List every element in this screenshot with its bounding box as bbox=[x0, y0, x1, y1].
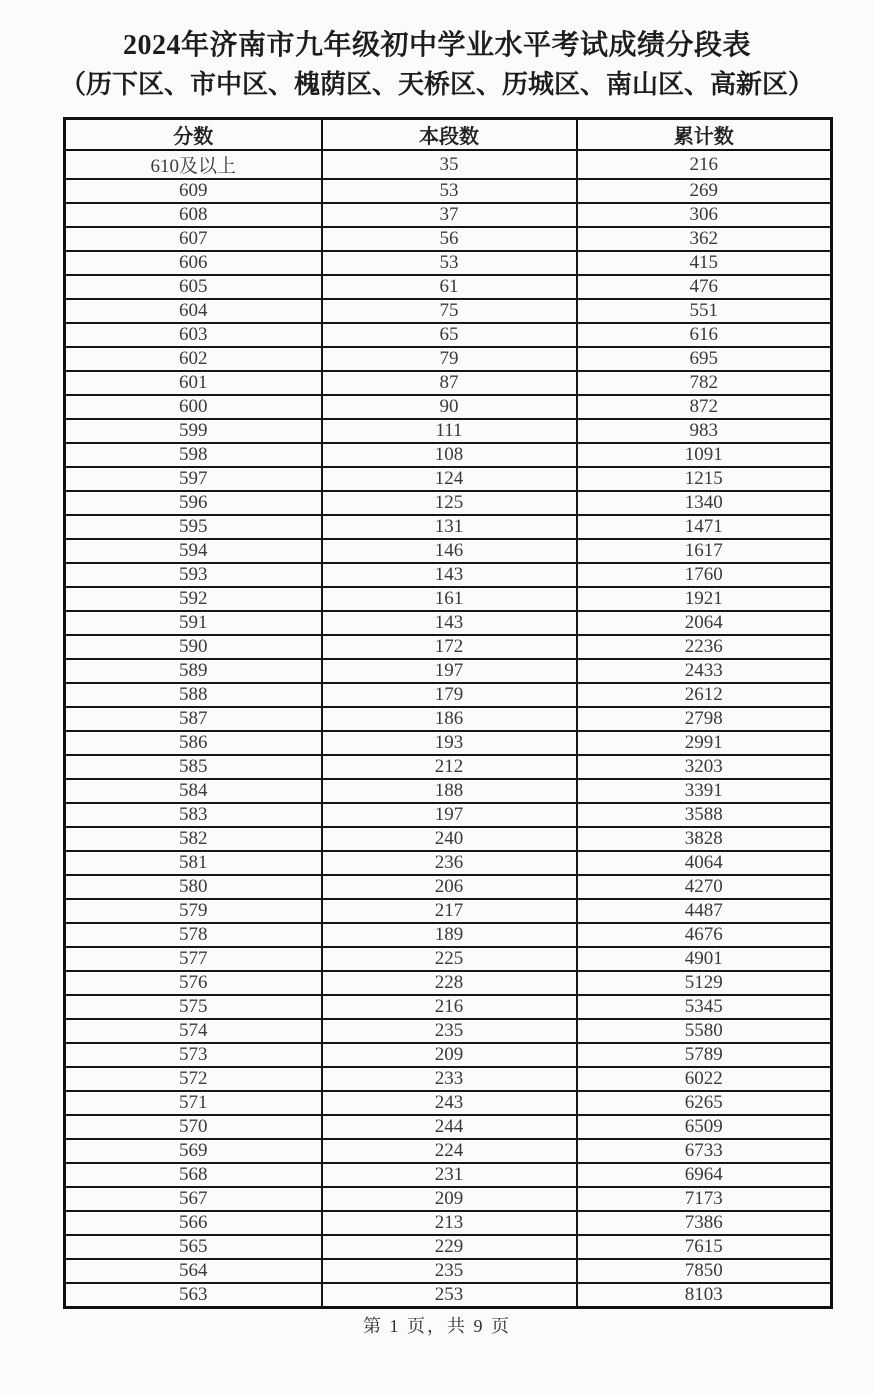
table-row bbox=[65, 275, 832, 299]
cumulative-count-cell: 4901 bbox=[577, 947, 832, 971]
segment-count-cell: 56 bbox=[322, 227, 577, 251]
table-row bbox=[65, 1211, 832, 1235]
table-row bbox=[65, 1163, 832, 1187]
score-cell: 584 bbox=[65, 779, 322, 803]
table-row bbox=[65, 683, 832, 707]
score-cell: 570 bbox=[65, 1115, 322, 1139]
cumulative-count-cell: 6733 bbox=[577, 1139, 832, 1163]
table-row bbox=[65, 875, 832, 899]
score-cell: 609 bbox=[65, 179, 322, 203]
score-cell: 592 bbox=[65, 587, 322, 611]
cumulative-count-cell: 872 bbox=[577, 395, 832, 419]
score-cell: 571 bbox=[65, 1091, 322, 1115]
segment-count-cell: 79 bbox=[322, 347, 577, 371]
score-cell: 567 bbox=[65, 1187, 322, 1211]
cumulative-count-cell: 2798 bbox=[577, 707, 832, 731]
table-row bbox=[65, 755, 832, 779]
table-row bbox=[65, 707, 832, 731]
score-cell: 608 bbox=[65, 203, 322, 227]
cumulative-count-cell: 269 bbox=[577, 179, 832, 203]
segment-count-cell: 197 bbox=[322, 803, 577, 827]
score-cell: 600 bbox=[65, 395, 322, 419]
cumulative-count-cell: 551 bbox=[577, 299, 832, 323]
segment-count-cell: 111 bbox=[322, 419, 577, 443]
segment-count-cell: 65 bbox=[322, 323, 577, 347]
cumulative-count-cell: 362 bbox=[577, 227, 832, 251]
table-row bbox=[65, 179, 832, 203]
score-cell: 589 bbox=[65, 659, 322, 683]
score-cell: 587 bbox=[65, 707, 322, 731]
segment-count-cell: 217 bbox=[322, 899, 577, 923]
table-row bbox=[65, 659, 832, 683]
cumulative-count-cell: 6509 bbox=[577, 1115, 832, 1139]
cumulative-count-cell: 1760 bbox=[577, 563, 832, 587]
segment-count-cell: 146 bbox=[322, 539, 577, 563]
segment-count-cell: 193 bbox=[322, 731, 577, 755]
table-row bbox=[65, 1019, 832, 1043]
segment-count-cell: 209 bbox=[322, 1187, 577, 1211]
table-row bbox=[65, 1115, 832, 1139]
cumulative-count-cell: 6022 bbox=[577, 1067, 832, 1091]
cumulative-count-cell: 7850 bbox=[577, 1259, 832, 1283]
table-row bbox=[65, 923, 832, 947]
segment-count-cell: 228 bbox=[322, 971, 577, 995]
table-header-row bbox=[65, 119, 832, 151]
table-row bbox=[65, 851, 832, 875]
cumulative-count-cell: 1091 bbox=[577, 443, 832, 467]
segment-count-cell: 231 bbox=[322, 1163, 577, 1187]
cumulative-count-cell: 616 bbox=[577, 323, 832, 347]
segment-count-cell: 179 bbox=[322, 683, 577, 707]
score-cell: 580 bbox=[65, 875, 322, 899]
cumulative-count-cell: 5580 bbox=[577, 1019, 832, 1043]
segment-count-cell: 206 bbox=[322, 875, 577, 899]
cumulative-count-cell: 216 bbox=[577, 150, 832, 179]
cumulative-count-cell: 695 bbox=[577, 347, 832, 371]
segment-count-cell: 209 bbox=[322, 1043, 577, 1067]
cumulative-count-cell: 5345 bbox=[577, 995, 832, 1019]
segment-count-cell: 61 bbox=[322, 275, 577, 299]
page-title: 2024年济南市九年级初中学业水平考试成绩分段表 bbox=[122, 30, 751, 61]
score-cell: 566 bbox=[65, 1211, 322, 1235]
score-cell: 602 bbox=[65, 347, 322, 371]
table-row bbox=[65, 515, 832, 539]
cumulative-count-cell: 2236 bbox=[577, 635, 832, 659]
table-row bbox=[65, 443, 832, 467]
page-subtitle-districts: （历下区、市中区、槐荫区、天桥区、历城区、南山区、高新区） bbox=[59, 70, 814, 99]
cumulative-count-cell: 1921 bbox=[577, 587, 832, 611]
score-cell: 601 bbox=[65, 371, 322, 395]
segment-count-cell: 75 bbox=[322, 299, 577, 323]
table-row bbox=[65, 1187, 832, 1211]
cumulative-count-cell: 1340 bbox=[577, 491, 832, 515]
score-cell: 605 bbox=[65, 275, 322, 299]
cumulative-count-cell: 4676 bbox=[577, 923, 832, 947]
score-cell: 569 bbox=[65, 1139, 322, 1163]
cumulative-count-cell: 5789 bbox=[577, 1043, 832, 1067]
segment-count-cell: 35 bbox=[322, 150, 577, 179]
segment-count-cell: 125 bbox=[322, 491, 577, 515]
segment-count-cell: 229 bbox=[322, 1235, 577, 1259]
cumulative-count-cell: 1215 bbox=[577, 467, 832, 491]
segment-count-cell: 216 bbox=[322, 995, 577, 1019]
segment-count-cell: 225 bbox=[322, 947, 577, 971]
cumulative-count-cell: 4270 bbox=[577, 875, 832, 899]
score-cell: 596 bbox=[65, 491, 322, 515]
table-row bbox=[65, 323, 832, 347]
segment-count-cell: 197 bbox=[322, 659, 577, 683]
table-row bbox=[65, 731, 832, 755]
cumulative-count-cell: 476 bbox=[577, 275, 832, 299]
score-distribution-table bbox=[63, 117, 833, 1309]
cumulative-count-cell: 2612 bbox=[577, 683, 832, 707]
column-header-score: 分数 bbox=[65, 119, 322, 151]
score-cell: 593 bbox=[65, 563, 322, 587]
score-cell: 564 bbox=[65, 1259, 322, 1283]
cumulative-count-cell: 782 bbox=[577, 371, 832, 395]
segment-count-cell: 233 bbox=[322, 1067, 577, 1091]
table-row bbox=[65, 1139, 832, 1163]
score-cell: 565 bbox=[65, 1235, 322, 1259]
score-cell: 603 bbox=[65, 323, 322, 347]
segment-count-cell: 37 bbox=[322, 203, 577, 227]
table-row bbox=[65, 491, 832, 515]
score-cell: 577 bbox=[65, 947, 322, 971]
segment-count-cell: 108 bbox=[322, 443, 577, 467]
table-row bbox=[65, 563, 832, 587]
page-number-footer: 第 1 页，共 9 页 bbox=[363, 1316, 511, 1336]
score-cell: 579 bbox=[65, 899, 322, 923]
table-row bbox=[65, 1067, 832, 1091]
score-cell: 595 bbox=[65, 515, 322, 539]
table-row bbox=[65, 587, 832, 611]
segment-count-cell: 53 bbox=[322, 179, 577, 203]
score-cell: 583 bbox=[65, 803, 322, 827]
table-row bbox=[65, 1043, 832, 1067]
table-row bbox=[65, 299, 832, 323]
segment-count-cell: 124 bbox=[322, 467, 577, 491]
segment-count-cell: 87 bbox=[322, 371, 577, 395]
segment-count-cell: 161 bbox=[322, 587, 577, 611]
table-row bbox=[65, 1091, 832, 1115]
segment-count-cell: 212 bbox=[322, 755, 577, 779]
score-cell: 606 bbox=[65, 251, 322, 275]
table-row bbox=[65, 150, 832, 179]
segment-count-cell: 90 bbox=[322, 395, 577, 419]
cumulative-count-cell: 7386 bbox=[577, 1211, 832, 1235]
score-cell: 573 bbox=[65, 1043, 322, 1067]
score-cell: 590 bbox=[65, 635, 322, 659]
cumulative-count-cell: 3391 bbox=[577, 779, 832, 803]
cumulative-count-cell: 4487 bbox=[577, 899, 832, 923]
cumulative-count-cell: 7173 bbox=[577, 1187, 832, 1211]
table-row bbox=[65, 203, 832, 227]
score-cell: 599 bbox=[65, 419, 322, 443]
table-row bbox=[65, 1283, 832, 1308]
cumulative-count-cell: 8103 bbox=[577, 1283, 832, 1308]
segment-count-cell: 224 bbox=[322, 1139, 577, 1163]
cumulative-count-cell: 2433 bbox=[577, 659, 832, 683]
score-cell: 576 bbox=[65, 971, 322, 995]
table-row bbox=[65, 371, 832, 395]
segment-count-cell: 240 bbox=[322, 827, 577, 851]
table-row bbox=[65, 971, 832, 995]
cumulative-count-cell: 1617 bbox=[577, 539, 832, 563]
cumulative-count-cell: 306 bbox=[577, 203, 832, 227]
cumulative-count-cell: 1471 bbox=[577, 515, 832, 539]
cumulative-count-cell: 6265 bbox=[577, 1091, 832, 1115]
table-row bbox=[65, 611, 832, 635]
cumulative-count-cell: 3203 bbox=[577, 755, 832, 779]
segment-count-cell: 188 bbox=[322, 779, 577, 803]
table-row bbox=[65, 419, 832, 443]
score-cell: 568 bbox=[65, 1163, 322, 1187]
table-row bbox=[65, 803, 832, 827]
table-row bbox=[65, 827, 832, 851]
segment-count-cell: 244 bbox=[322, 1115, 577, 1139]
cumulative-count-cell: 2991 bbox=[577, 731, 832, 755]
table-row bbox=[65, 539, 832, 563]
table-row bbox=[65, 347, 832, 371]
segment-count-cell: 172 bbox=[322, 635, 577, 659]
cumulative-count-cell: 5129 bbox=[577, 971, 832, 995]
cumulative-count-cell: 3588 bbox=[577, 803, 832, 827]
segment-count-cell: 53 bbox=[322, 251, 577, 275]
score-cell: 597 bbox=[65, 467, 322, 491]
cumulative-count-cell: 983 bbox=[577, 419, 832, 443]
score-cell: 604 bbox=[65, 299, 322, 323]
segment-count-cell: 213 bbox=[322, 1211, 577, 1235]
column-header-cumulative-count: 累计数 bbox=[577, 119, 832, 151]
table-row bbox=[65, 467, 832, 491]
score-cell: 585 bbox=[65, 755, 322, 779]
segment-count-cell: 253 bbox=[322, 1283, 577, 1308]
cumulative-count-cell: 6964 bbox=[577, 1163, 832, 1187]
table-row bbox=[65, 947, 832, 971]
column-header-segment-count: 本段数 bbox=[322, 119, 577, 151]
score-cell: 588 bbox=[65, 683, 322, 707]
table-row bbox=[65, 1235, 832, 1259]
cumulative-count-cell: 2064 bbox=[577, 611, 832, 635]
segment-count-cell: 143 bbox=[322, 611, 577, 635]
cumulative-count-cell: 4064 bbox=[577, 851, 832, 875]
score-cell: 575 bbox=[65, 995, 322, 1019]
table-row bbox=[65, 227, 832, 251]
segment-count-cell: 236 bbox=[322, 851, 577, 875]
segment-count-cell: 189 bbox=[322, 923, 577, 947]
score-cell: 591 bbox=[65, 611, 322, 635]
score-cell: 578 bbox=[65, 923, 322, 947]
cumulative-count-cell: 415 bbox=[577, 251, 832, 275]
table-row bbox=[65, 1259, 832, 1283]
score-cell: 572 bbox=[65, 1067, 322, 1091]
cumulative-count-cell: 3828 bbox=[577, 827, 832, 851]
score-cell: 598 bbox=[65, 443, 322, 467]
table-row bbox=[65, 251, 832, 275]
segment-count-cell: 235 bbox=[322, 1259, 577, 1283]
score-cell: 607 bbox=[65, 227, 322, 251]
score-cell: 581 bbox=[65, 851, 322, 875]
score-cell: 610及以上 bbox=[65, 150, 322, 179]
score-cell: 582 bbox=[65, 827, 322, 851]
table-row bbox=[65, 995, 832, 1019]
score-table-body bbox=[65, 150, 832, 1308]
score-cell: 586 bbox=[65, 731, 322, 755]
segment-count-cell: 143 bbox=[322, 563, 577, 587]
score-cell: 594 bbox=[65, 539, 322, 563]
cumulative-count-cell: 7615 bbox=[577, 1235, 832, 1259]
score-cell: 563 bbox=[65, 1283, 322, 1308]
segment-count-cell: 186 bbox=[322, 707, 577, 731]
segment-count-cell: 235 bbox=[322, 1019, 577, 1043]
table-row bbox=[65, 899, 832, 923]
table-row bbox=[65, 779, 832, 803]
table-row bbox=[65, 635, 832, 659]
table-row bbox=[65, 395, 832, 419]
score-cell: 574 bbox=[65, 1019, 322, 1043]
segment-count-cell: 243 bbox=[322, 1091, 577, 1115]
segment-count-cell: 131 bbox=[322, 515, 577, 539]
